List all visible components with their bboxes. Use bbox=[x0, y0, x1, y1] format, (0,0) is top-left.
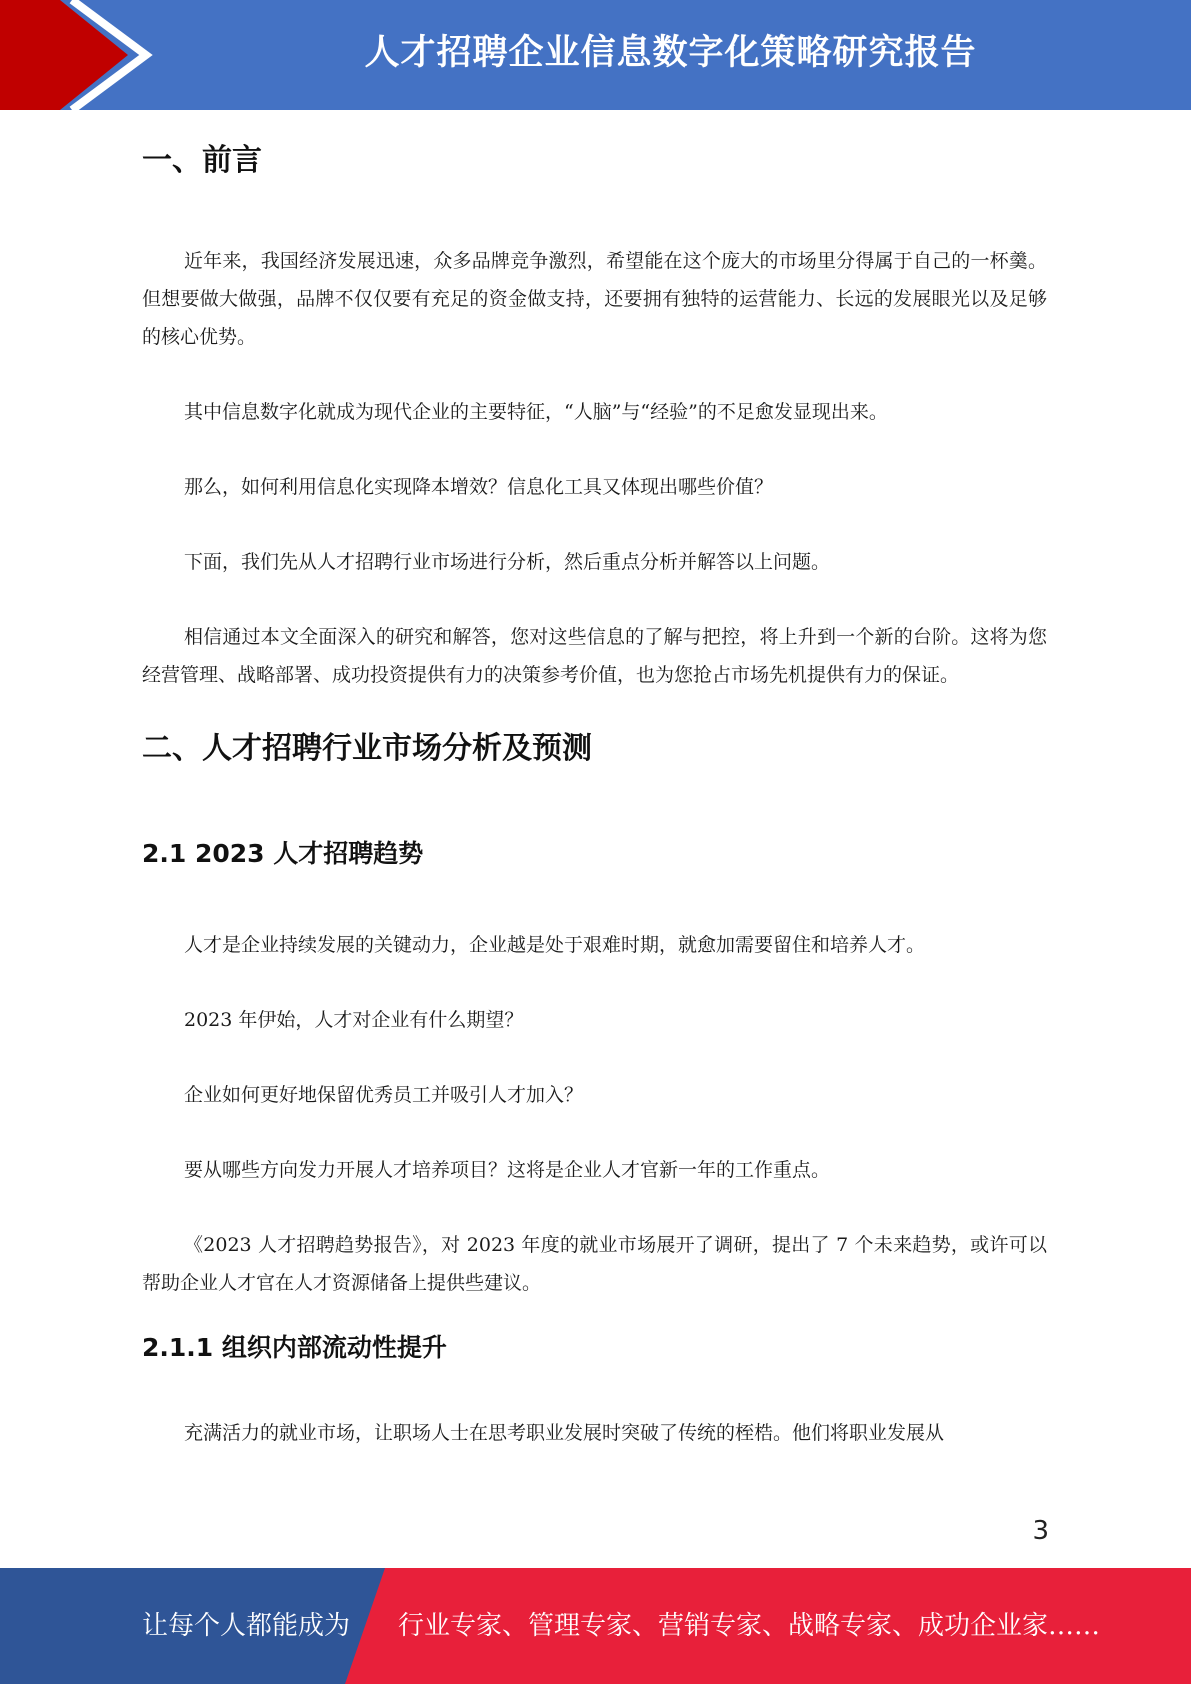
paragraph: 那么，如何利用信息化实现降本增效？信息化工具又体现出哪些价值？ bbox=[184, 476, 774, 498]
page-number: 3 bbox=[1032, 1516, 1049, 1546]
footer-slogan-left: 让每个人都能成为 bbox=[142, 1611, 351, 1641]
paragraph: 相信通过本文全面深入的研究和解答，您对这些信息的了解与把控，将上升到一个新的台阶。这将为您经营管理、战略部署、成功投资提供有力的决策参考价值，也为您抢占市场先机提供有力的保证。 bbox=[142, 626, 1047, 686]
paragraph: 《2023 人才招聘趋势报告》，对 2023 年度的就业市场展开了调研，提出了 7 个未来趋势，或许可以帮助企业人才官在人才资源储备上提供些建议。 bbox=[142, 1234, 1047, 1294]
paragraph: 人才是企业持续发展的关键动力，企业越是处于艰难时期，就愈加需要留住和培养人才。 bbox=[184, 934, 926, 956]
header-banner bbox=[0, 0, 1191, 110]
document-body bbox=[142, 128, 1047, 1452]
subsection-heading-mobility: 2.1.1 组织内部流动性提升 bbox=[142, 1333, 447, 1362]
document-title: 人才招聘企业信息数字化策略研究报告 bbox=[364, 33, 977, 73]
paragraph: 下面，我们先从人才招聘行业市场进行分析，然后重点分析并解答以上问题。 bbox=[184, 551, 831, 573]
subsection-heading-trends: 2.1 2023 人才招聘趋势 bbox=[142, 839, 424, 868]
paragraph: 企业如何更好地保留优秀员工并吸引人才加入？ bbox=[184, 1084, 584, 1106]
paragraph: 近年来，我国经济发展迅速，众多品牌竞争激烈，希望能在这个庞大的市场里分得属于自己的一杯羹。但想要做大做强，品牌不仅仅要有充足的资金做支持，还要拥有独特的运营能力、长远的发展眼光以及足够的核心优势。 bbox=[142, 250, 1047, 348]
section-heading-preface: 一、前言 bbox=[142, 143, 262, 178]
paragraph: 要从哪些方向发力开展人才培养项目？这将是企业人才官新一年的工作重点。 bbox=[184, 1159, 831, 1181]
footer-slogan-right: 行业专家、管理专家、营销专家、战略专家、成功企业家…… bbox=[398, 1611, 1101, 1641]
paragraph: 2023 年伊始，人才对企业有什么期望？ bbox=[184, 1009, 524, 1031]
paragraph: 其中信息数字化就成为现代企业的主要特征，“人脑”与“经验”的不足愈发显现出来。 bbox=[184, 401, 888, 423]
section-heading-market-analysis: 二、人才招聘行业市场分析及预测 bbox=[142, 731, 592, 766]
paragraph: 充满活力的就业市场，让职场人士在思考职业发展时突破了传统的桎梏。他们将职业发展从 bbox=[184, 1422, 945, 1444]
footer-banner bbox=[0, 1568, 1191, 1684]
